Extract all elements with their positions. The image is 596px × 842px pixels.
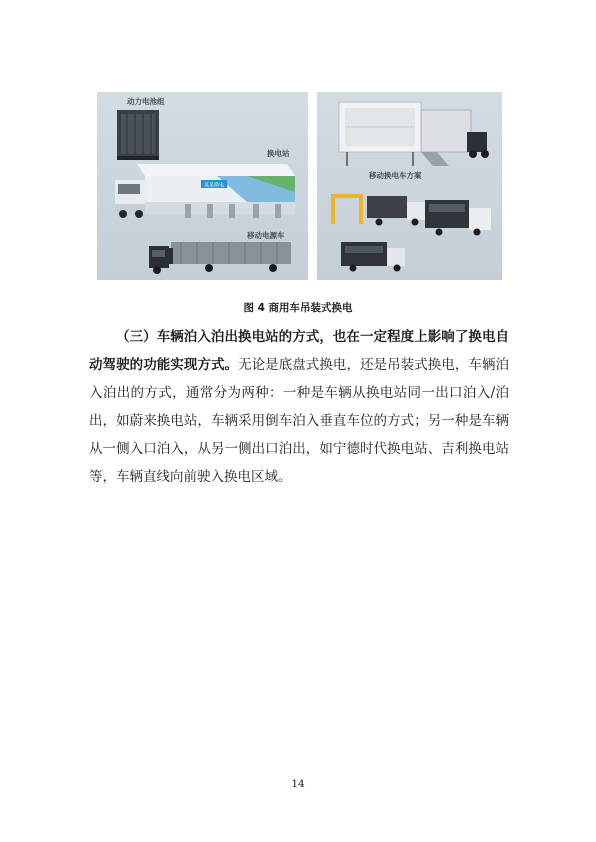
mobile-power-vehicle-label: 移动电源车 — [247, 231, 285, 240]
page-number: 14 — [291, 778, 305, 790]
battery-swap-station-illustration — [97, 92, 308, 280]
body-paragraph — [89, 323, 509, 491]
station-sign: 某某换电 — [203, 182, 225, 189]
mobile-swap-solution-label: 移动换电车方案 — [369, 171, 422, 180]
mobile-swap-solution-illustration — [317, 92, 502, 280]
truck-image — [115, 180, 145, 218]
container-station-image — [339, 102, 489, 166]
figure-caption: 图 4 商用车吊装式换电 — [243, 302, 353, 314]
figure-left-panel — [97, 92, 308, 280]
crane-truck-image — [331, 194, 429, 226]
paragraph-body: 无论是底盘式换电，还是吊装式换电，车辆泊入泊出的方式，通常分为两种：一种是车辆从换电站同一出口泊入/泊出，如蔚来换电站，车辆采用倒车泊入垂直车位的方式；另一种是车辆从一侧入口泊入，从另一侧出口泊出，如宁德时代换电站、吉利换电站等，车辆直线向前驶入换电区域。 — [89, 357, 510, 485]
battery-pack-label: 动力电池组 — [127, 97, 165, 106]
swap-cart-image — [341, 242, 405, 272]
figure-right-panel — [317, 92, 502, 280]
swap-station-label: 换电站 — [267, 149, 290, 158]
paragraph-lead-bold: （三）车辆泊入泊出换电站的方式，也在一定程度上影响了换电自动驾驶的功能实现方式。 — [89, 329, 509, 373]
mobile-unit-image — [425, 200, 491, 236]
battery-pack-image — [117, 110, 159, 160]
swap-station-image — [137, 164, 295, 218]
mobile-power-vehicle-image — [149, 242, 291, 274]
